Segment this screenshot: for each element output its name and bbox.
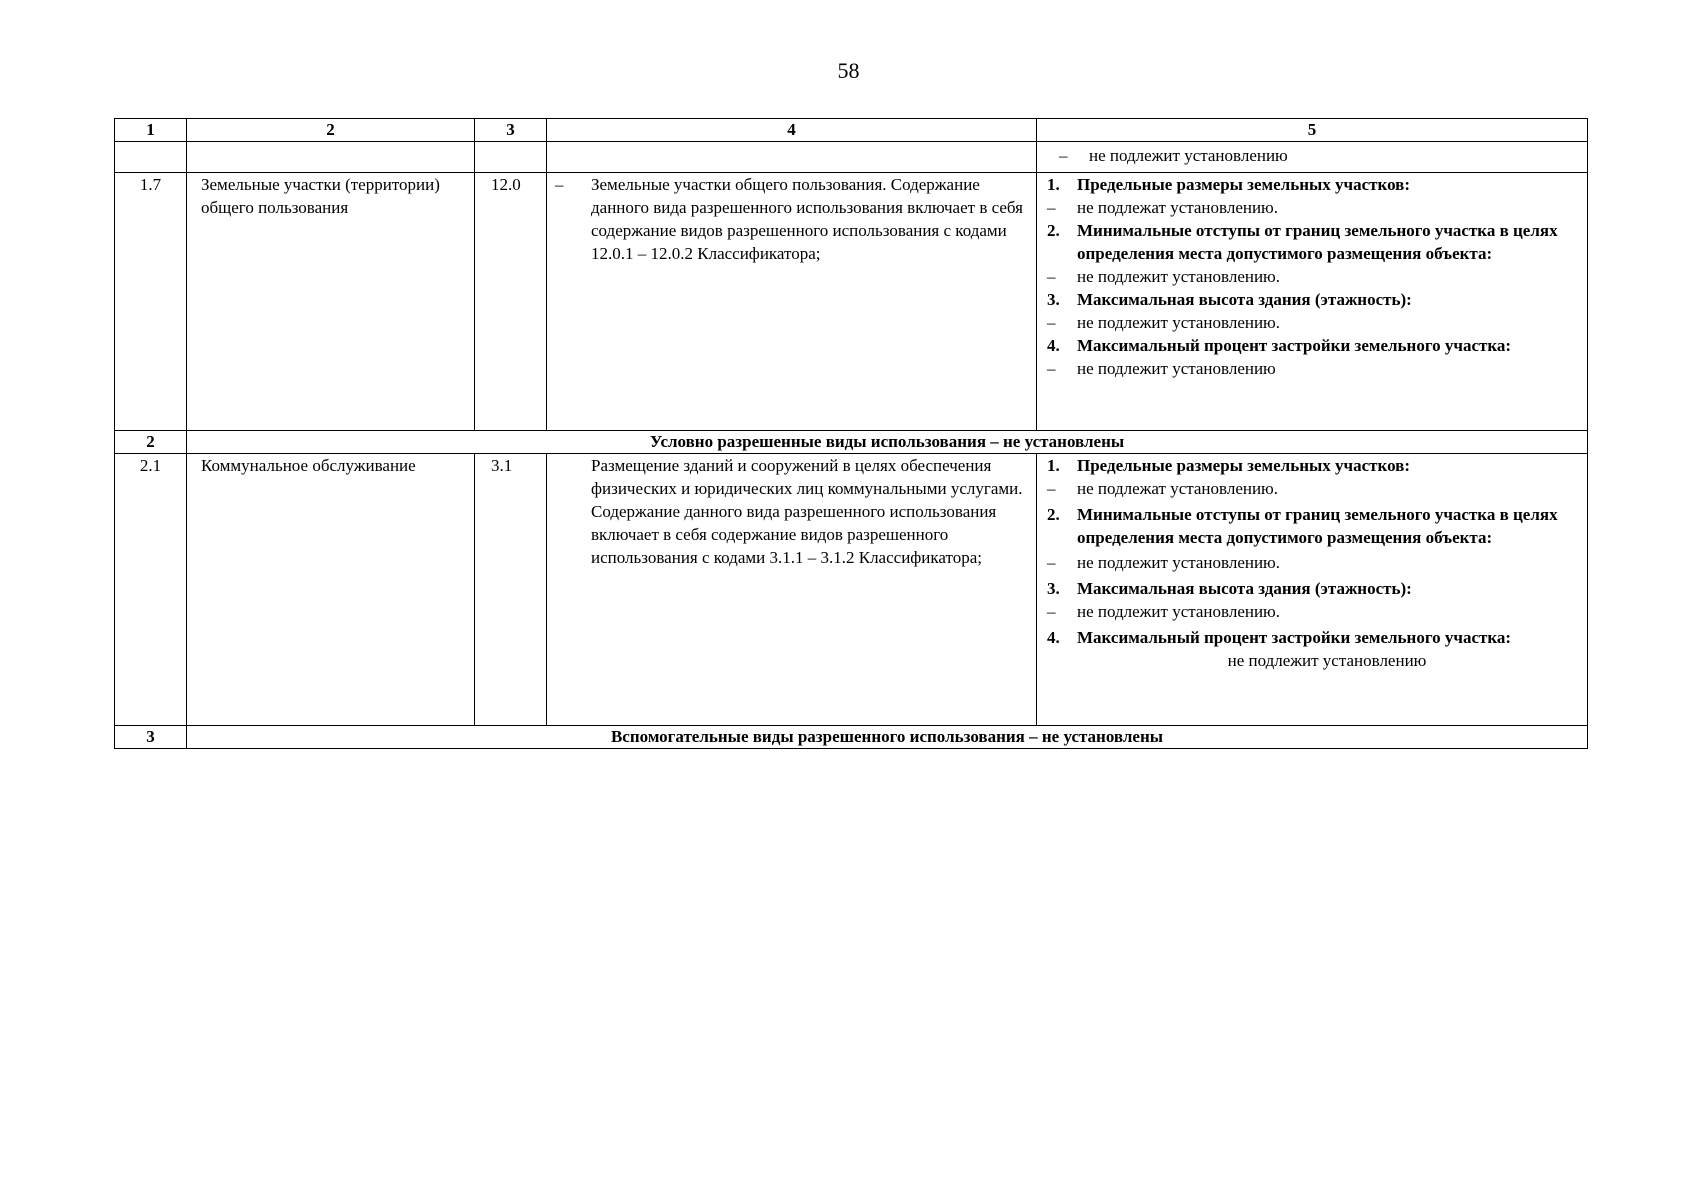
dash-mark: – bbox=[1047, 313, 1056, 332]
section-number: 2 bbox=[115, 431, 187, 454]
continuation-row bbox=[115, 142, 1588, 173]
use-type-name: Коммунальное обслуживание bbox=[187, 454, 475, 726]
param-number: 4. bbox=[1047, 628, 1060, 647]
empty-cell bbox=[547, 142, 1037, 173]
param-value: не подлежит установлению bbox=[1077, 359, 1276, 378]
use-type-description-cell bbox=[547, 454, 1037, 726]
table-row-2-1 bbox=[115, 454, 1588, 726]
section-title: Вспомогательные виды разрешенного использования – не установлены bbox=[187, 726, 1588, 749]
param-value: не подлежит установлению. bbox=[1077, 267, 1281, 286]
empty-cell bbox=[475, 142, 547, 173]
column-header-3: 3 bbox=[475, 119, 547, 142]
param-title: Максимальный процент застройки земельного участка: bbox=[1077, 336, 1512, 355]
parameters-cell bbox=[1037, 454, 1588, 726]
param-value: не подлежит установлению. bbox=[1077, 553, 1281, 572]
dash-mark: – bbox=[1047, 602, 1056, 621]
section-row-3 bbox=[115, 726, 1588, 749]
param-title: Максимальная высота здания (этажность): bbox=[1077, 290, 1412, 309]
param-value: не подлежит установлению bbox=[1227, 651, 1427, 670]
param-number: 3. bbox=[1047, 579, 1060, 598]
param-title: Предельные размеры земельных участков: bbox=[1077, 456, 1411, 475]
param-value: не подлежит установлению. bbox=[1077, 602, 1281, 621]
column-header-5: 5 bbox=[1037, 119, 1588, 142]
row-number: 2.1 bbox=[115, 454, 187, 726]
use-type-code: 12.0 bbox=[475, 173, 547, 431]
use-type-code: 3.1 bbox=[475, 454, 547, 726]
table-row-1-7 bbox=[115, 173, 1588, 431]
column-header-4: 4 bbox=[547, 119, 1037, 142]
param-title: Минимальные отступы от границ земельного участка в целях определения места допустимого размещения объекта: bbox=[1077, 221, 1558, 263]
param-title: Максимальная высота здания (этажность): bbox=[1077, 579, 1412, 598]
param-value: не подлежат установлению. bbox=[1077, 479, 1279, 498]
page-number: 58 bbox=[837, 58, 860, 83]
section-row-2 bbox=[115, 431, 1588, 454]
dash-mark: – bbox=[1047, 267, 1056, 286]
dash-mark: – bbox=[1059, 146, 1068, 165]
dash-mark: – bbox=[1047, 359, 1056, 378]
row-number: 1.7 bbox=[115, 173, 187, 431]
column-header-2: 2 bbox=[187, 119, 475, 142]
column-number-header-row bbox=[115, 119, 1588, 142]
land-use-table bbox=[114, 118, 1588, 749]
dash-mark: – bbox=[555, 175, 564, 194]
param-title: Максимальный процент застройки земельного участка: bbox=[1077, 628, 1512, 647]
empty-cell bbox=[115, 142, 187, 173]
param-number: 2. bbox=[1047, 221, 1060, 240]
section-number: 3 bbox=[115, 726, 187, 749]
use-type-description: Размещение зданий и сооружений в целях обеспечения физических и юридических лиц коммунальными услугами. Содержание данного вида разрешенного использования включает в себя содержание видов разрешенного использования с кодами 3.1.1 – 3.1.2 Классификатора; bbox=[591, 456, 1023, 567]
section-title: Условно разрешенные виды использования – не установлены bbox=[187, 431, 1588, 454]
param-title: Минимальные отступы от границ земельного участка в целях определения места допустимого размещения объекта: bbox=[1077, 505, 1558, 547]
param-number: 3. bbox=[1047, 290, 1060, 309]
param-number: 4. bbox=[1047, 336, 1060, 355]
column-header-1: 1 bbox=[115, 119, 187, 142]
use-type-description: Земельные участки общего пользования. Содержание данного вида разрешенного использования включает в себя содержание видов разрешенного использования с кодами 12.0.1 – 12.0.2 Классификатора; bbox=[591, 175, 1023, 263]
param-value: не подлежит установлению bbox=[1089, 146, 1288, 165]
dash-mark: – bbox=[1047, 198, 1056, 217]
parameters-cell bbox=[1037, 173, 1588, 431]
dash-mark: – bbox=[1047, 479, 1056, 498]
use-type-description-cell bbox=[547, 173, 1037, 431]
param-value: не подлежит установлению. bbox=[1077, 313, 1281, 332]
continuation-param-cell bbox=[1037, 142, 1588, 173]
param-value: не подлежат установлению. bbox=[1077, 198, 1279, 217]
dash-mark: – bbox=[1047, 553, 1056, 572]
param-number: 1. bbox=[1047, 175, 1060, 194]
param-title: Предельные размеры земельных участков: bbox=[1077, 175, 1411, 194]
empty-cell bbox=[187, 142, 475, 173]
param-number: 2. bbox=[1047, 505, 1060, 524]
use-type-name: Земельные участки (территории) общего пользования bbox=[187, 173, 475, 431]
param-number: 1. bbox=[1047, 456, 1060, 475]
